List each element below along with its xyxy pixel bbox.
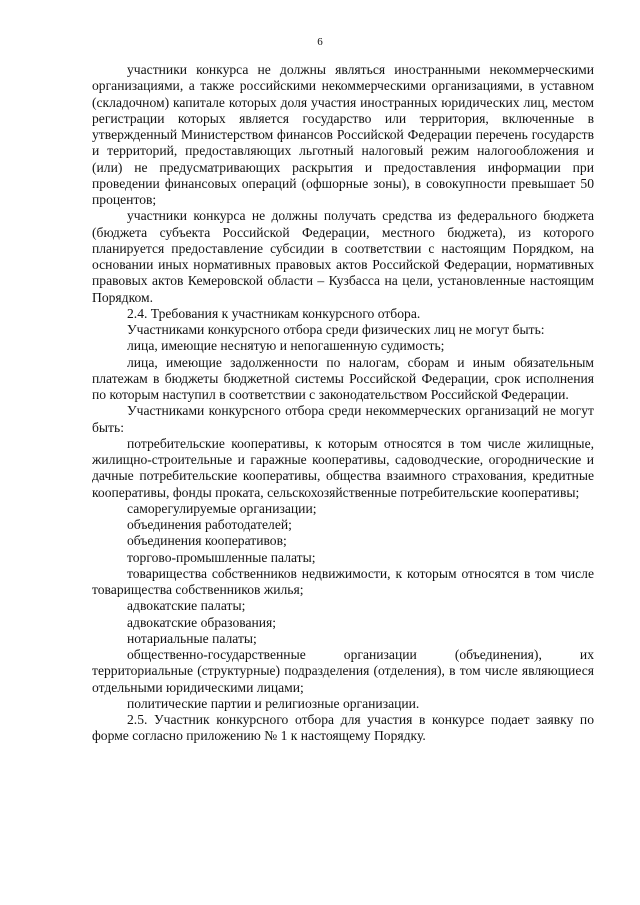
- page-number: 6: [317, 36, 323, 48]
- list-item-notary-chambers: нотариальные палаты;: [127, 630, 257, 646]
- paragraph-nko-intro: Участниками конкурсного отбора среди некоммерческих организаций не могут быть:: [92, 403, 594, 435]
- list-item-cooperative-associations: объединения кооперативов;: [127, 533, 287, 549]
- list-item-consumer-cooperatives: потребительские кооперативы, к которым относятся в том числе жилищные, жилищно-строительные и гаражные кооперативы, садоводческие, огороднические и дачные потребительские кооперативы, общества взаимного страхования, кредитные кооперативы, фонды проката, сельскохозяйственные потребительские кооперативы;: [92, 435, 594, 500]
- list-item-political-religious-orgs: политические партии и религиозные организации.: [127, 695, 420, 711]
- section-2-4-heading: 2.4. Требования к участникам конкурсного отбора.: [127, 305, 421, 321]
- document-body: [92, 62, 594, 745]
- list-item-property-owner-partnerships: товарищества собственников недвижимости, к которым относятся в том числе товарищества собственников жилья;: [92, 565, 594, 597]
- list-item-bar-chambers: адвокатские палаты;: [127, 598, 246, 614]
- section-2-5-paragraph: 2.5. Участник конкурсного отбора для участия в конкурсе подает заявку по форме согласно приложению № 1 к настоящему Порядку.: [92, 712, 594, 744]
- list-item-bar-formations: адвокатские образования;: [127, 614, 277, 630]
- paragraph-foreign-nko-restriction: участники конкурса не должны являться иностранными некоммерческими организациями, а также российскими некоммерческими организациями, в уставном (складочном) капитале которых доля участия иностранных юридических лиц, местом регистрации которых является государство или территория, включенные в утвержденный Министерством финансов Российской Федерации перечень государств и территорий, предоставляющих льготный налоговый режим налогообложения и (или) не предусматривающих раскрытия и предоставления информации при проведении финансовых операций (офшорные зоны), в совокупности превышает 50 процентов;: [92, 62, 594, 207]
- list-item-employer-associations: объединения работодателей;: [127, 517, 292, 532]
- list-item-criminal-record: лица, имеющие неснятую и непогашенную судимость;: [127, 338, 445, 354]
- paragraph-federal-budget-restriction: участники конкурса не должны получать средства из федерального бюджета (бюджета субъекта Российской Федерации, местного бюджета), из которого планируется предоставление субсидии в соответствии с настоящим Порядком, на основании иных нормативных правовых актов Российской Федерации, нормативных правовых актов Кемеровской области – Кузбасса на цели, установленные настоящим Порядком.: [92, 208, 594, 305]
- list-item-public-state-orgs: общественно-государственные организации (объединения), их территориальные (структурные) подразделения (отделения), в том числе являющиеся отдельными юридическими лицами;: [92, 647, 594, 695]
- list-item-tax-debt: лица, имеющие задолженности по налогам, сборам и иным обязательным платежам в бюджеты бюджетной системы Российской Федерации, срок исполнения по которым наступил в соответствии с законодательством Российской Федерации.: [92, 354, 594, 402]
- list-item-chambers-of-commerce: торгово-промышленные палаты;: [127, 549, 316, 565]
- paragraph-individuals-intro: Участниками конкурсного отбора среди физических лиц не могут быть:: [127, 322, 545, 337]
- list-item-self-regulating-orgs: саморегулируемые организации;: [127, 500, 317, 516]
